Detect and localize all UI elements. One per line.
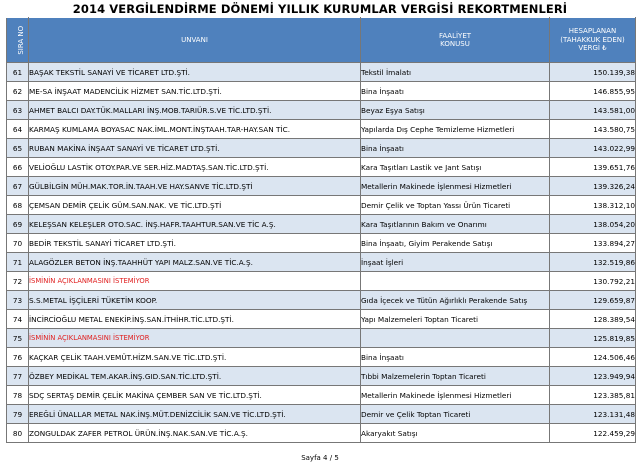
cell-unvan: RUBAN MAKİNA İNŞAAT SANAYİ VE TİCARET LTD.ŞTİ. <box>29 139 361 158</box>
cell-sira-no: 61 <box>7 63 29 82</box>
column-header-tax <box>550 18 636 63</box>
cell-unvan: S.S.METAL İŞÇİLERİ TÜKETİM KOOP. <box>29 291 361 310</box>
table-row <box>7 291 636 310</box>
cell-vergi: 132.519,86 <box>550 253 636 272</box>
table-header-row <box>7 18 636 63</box>
cell-vergi: 122.459,29 <box>550 424 636 443</box>
cell-faaliyet: Bina İnşaatı <box>361 139 550 158</box>
cell-sira-no: 78 <box>7 386 29 405</box>
cell-faaliyet: Tekstil İmalatı <box>361 63 550 82</box>
cell-sira-no: 79 <box>7 405 29 424</box>
cell-sira-no: 80 <box>7 424 29 443</box>
tax-record-table <box>6 17 636 443</box>
table-row <box>7 253 636 272</box>
table-row <box>7 63 636 82</box>
cell-faaliyet: İnşaat İşleri <box>361 253 550 272</box>
cell-faaliyet: Demir ve Çelik Toptan Ticareti <box>361 405 550 424</box>
table-row <box>7 177 636 196</box>
cell-sira-no: 71 <box>7 253 29 272</box>
cell-vergi: 143.022,99 <box>550 139 636 158</box>
cell-vergi: 139.651,76 <box>550 158 636 177</box>
cell-sira-no: 77 <box>7 367 29 386</box>
cell-vergi: 125.819,85 <box>550 329 636 348</box>
cell-vergi: 123.131,48 <box>550 405 636 424</box>
table-row <box>7 158 636 177</box>
cell-faaliyet: Metallerin Makinede İşlenmesi Hizmetleri <box>361 386 550 405</box>
cell-vergi: 129.659,87 <box>550 291 636 310</box>
cell-vergi: 139.326,24 <box>550 177 636 196</box>
cell-sira-no: 76 <box>7 348 29 367</box>
cell-unvan: ZONGULDAK ZAFER PETROL ÜRÜN.İNŞ.NAK.SAN.VE TİC.A.Ş. <box>29 424 361 443</box>
table-row <box>7 405 636 424</box>
cell-faaliyet: Kara Taşıtları Lastik ve Jant Satışı <box>361 158 550 177</box>
table-row <box>7 329 636 348</box>
table-row <box>7 120 636 139</box>
cell-unvan: GÜLBİLGİN MÜH.MAK.TOR.İN.TAAH.VE HAY.SANVE TİC.LTD.ŞTİ <box>29 177 361 196</box>
column-header-no <box>7 18 29 63</box>
cell-vergi: 143.580,75 <box>550 120 636 139</box>
cell-faaliyet: Akaryakıt Satışı <box>361 424 550 443</box>
cell-faaliyet: Bina İnşaatı, Giyim Perakende Satışı <box>361 234 550 253</box>
cell-faaliyet: Bina İnşaatı <box>361 348 550 367</box>
cell-vergi: 123.385,81 <box>550 386 636 405</box>
cell-sira-no: 65 <box>7 139 29 158</box>
cell-sira-no: 62 <box>7 82 29 101</box>
column-header-activity <box>361 18 550 63</box>
column-header-name: UNVANI <box>29 18 361 63</box>
cell-unvan: KAÇKAR ÇELİK TAAH.VEMÜT.HİZM.SAN.VE TİC.LTD.ŞTİ. <box>29 348 361 367</box>
cell-sira-no: 74 <box>7 310 29 329</box>
table-row <box>7 139 636 158</box>
cell-vergi: 146.855,95 <box>550 82 636 101</box>
cell-faaliyet: Demir Çelik ve Toptan Yassı Ürün Ticareti <box>361 196 550 215</box>
cell-vergi: 150.139,38 <box>550 63 636 82</box>
cell-vergi: 130.792,21 <box>550 272 636 291</box>
table-row <box>7 348 636 367</box>
cell-unvan: ALAGÖZLER BETON İNŞ.TAAHHÜT YAPI MALZ.SAN.VE TİC.A.Ş. <box>29 253 361 272</box>
cell-sira-no: 70 <box>7 234 29 253</box>
table-row <box>7 101 636 120</box>
cell-vergi: 123.949,94 <box>550 367 636 386</box>
table-row <box>7 234 636 253</box>
cell-unvan: ME-SA İNŞAAT MADENCİLİK HİZMET SAN.TİC.LTD.ŞTİ. <box>29 82 361 101</box>
table-row <box>7 386 636 405</box>
column-header-tax-line1: HESAPLANAN <box>568 27 617 36</box>
cell-faaliyet: Yapılarda Dış Cephe Temizleme Hizmetleri <box>361 120 550 139</box>
cell-sira-no: 66 <box>7 158 29 177</box>
cell-unvan: KELEŞSAN KELEŞLER OTO.SAC. İNŞ.HAFR.TAAHTUR.SAN.VE TİC A.Ş. <box>29 215 361 234</box>
table-row <box>7 196 636 215</box>
cell-sira-no: 63 <box>7 101 29 120</box>
cell-faaliyet: Beyaz Eşya Satışı <box>361 101 550 120</box>
column-header-tax-line3: VERGİ ₺ <box>578 44 607 53</box>
cell-vergi: 128.389,54 <box>550 310 636 329</box>
cell-unvan: EREĞLİ ÜNALLAR METAL NAK.İNŞ.MÜT.DENİZCİLİK SAN.VE TİC.LTD.ŞTİ. <box>29 405 361 424</box>
cell-faaliyet: Bina İnşaatı <box>361 82 550 101</box>
cell-unvan: BEDİR TEKSTİL SANAYİ TİCARET LTD.ŞTİ. <box>29 234 361 253</box>
table-row <box>7 424 636 443</box>
cell-faaliyet: Kara Taşıtlarının Bakım ve Onarımı <box>361 215 550 234</box>
cell-vergi: 143.581,00 <box>550 101 636 120</box>
cell-sira-no: 64 <box>7 120 29 139</box>
cell-unvan: ÇEMSAN DEMİR ÇELİK GÜM.SAN.NAK. VE TİC.LTD.ŞTİ <box>29 196 361 215</box>
cell-faaliyet: Tıbbi Malzemelerin Toptan Ticareti <box>361 367 550 386</box>
cell-sira-no: 75 <box>7 329 29 348</box>
cell-unvan: İSMİNİN AÇIKLANMASINI İSTEMİYOR <box>29 329 361 348</box>
cell-sira-no: 69 <box>7 215 29 234</box>
cell-vergi: 124.506,46 <box>550 348 636 367</box>
table-row <box>7 82 636 101</box>
column-header-activity-line1: FAALİYET <box>438 31 472 40</box>
cell-unvan: SDÇ SERTAŞ DEMİR ÇELİK MAKİNA ÇEMBER SAN VE TİC.LTD.ŞTİ. <box>29 386 361 405</box>
cell-faaliyet <box>361 329 550 348</box>
cell-unvan: BAŞAK TEKSTİL SANAYİ VE TİCARET LTD.ŞTİ. <box>29 63 361 82</box>
column-header-activity-line2: KONUSU <box>440 40 470 48</box>
table-row <box>7 215 636 234</box>
cell-faaliyet <box>361 272 550 291</box>
cell-unvan: İSMİNİN AÇIKLANMASINI İSTEMİYOR <box>29 272 361 291</box>
cell-unvan: VELİOĞLU LASTİK OTOY.PAR.VE SER.HİZ.MADTAŞ.SAN.TİC.LTD.ŞTİ. <box>29 158 361 177</box>
column-header-no-label: SIRA NO <box>17 25 26 55</box>
table-row <box>7 310 636 329</box>
cell-sira-no: 72 <box>7 272 29 291</box>
cell-sira-no: 68 <box>7 196 29 215</box>
cell-sira-no: 73 <box>7 291 29 310</box>
cell-sira-no: 67 <box>7 177 29 196</box>
cell-vergi: 133.894,27 <box>550 234 636 253</box>
cell-faaliyet: Metallerin Makinede İşlenmesi Hizmetleri <box>361 177 550 196</box>
cell-unvan: AHMET BALCI DAY.TÜK.MALLARI İNŞ.MOB.TARIÜR.S.VE TİC.LTD.ŞTİ. <box>29 101 361 120</box>
cell-faaliyet: Yapı Malzemeleri Toptan Ticareti <box>361 310 550 329</box>
cell-vergi: 138.312,10 <box>550 196 636 215</box>
column-header-tax-line2: (TAHAKKUK EDEN) <box>560 35 625 44</box>
table-body <box>7 63 636 443</box>
table-row <box>7 367 636 386</box>
cell-unvan: İNCİRCİOĞLU METAL ENEKİP.İNŞ.SAN.İTHİHR.TİC.LTD.ŞTİ. <box>29 310 361 329</box>
cell-unvan: ÖZBEY MEDİKAL TEM.AKAR.İNŞ.GID.SAN.TİC.LTD.ŞTİ. <box>29 367 361 386</box>
cell-faaliyet: Gıda İçecek ve Tütün Ağırlıklı Perakende Satış <box>361 291 550 310</box>
page-title: 2014 VERGİLENDİRME DÖNEMİ YILLIK KURUMLAR VERGİSİ REKORTMENLERİ <box>72 2 568 16</box>
cell-vergi: 138.054,20 <box>550 215 636 234</box>
table-row <box>7 272 636 291</box>
cell-unvan: KARMAŞ KUMLAMA BOYASAC NAK.İML.MONT.İNŞTAAH.TAR-HAY.SAN TİC. <box>29 120 361 139</box>
page-footer: Sayfa 4 / 5 <box>301 454 339 462</box>
